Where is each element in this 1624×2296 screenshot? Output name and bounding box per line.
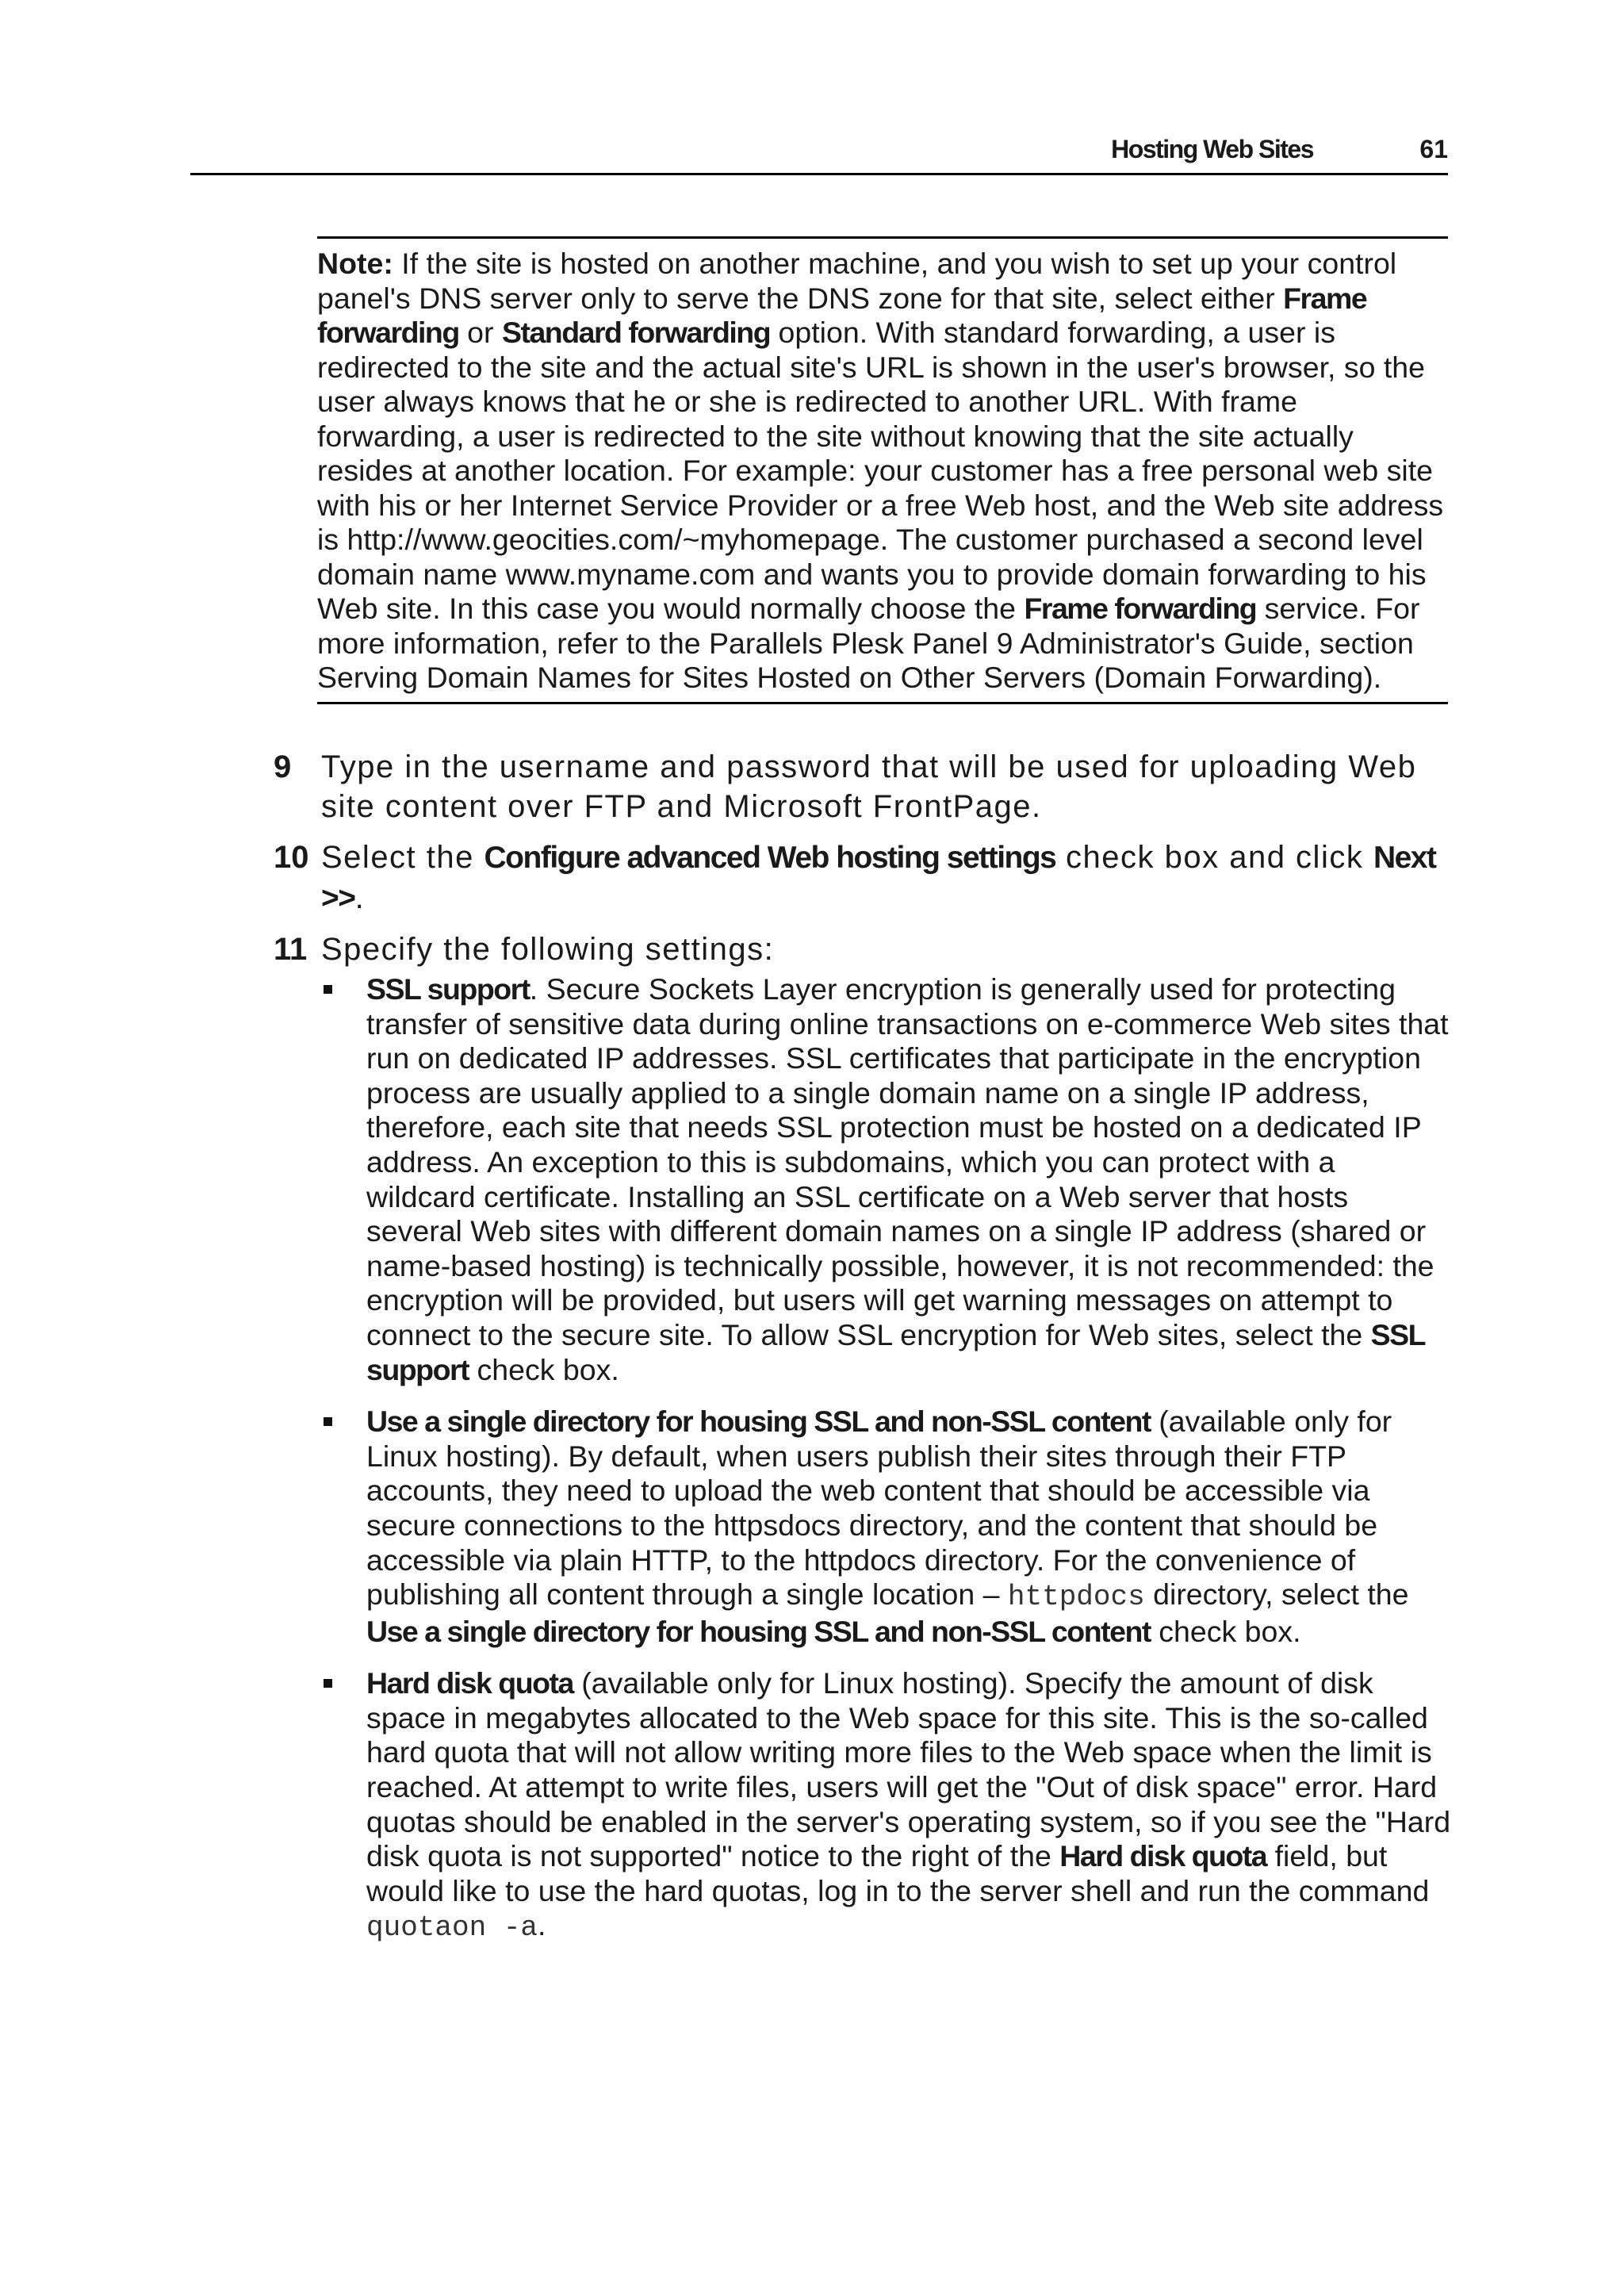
- note-paragraph: Note: If the site is hosted on another machine, and you wish to set up your control panel's DNS server only to serve the DNS zone for that site, select either Frame forwarding or Standard forwarding option. With standard forwarding, a user is redirected to the site and the actual site's URL is shown in the user's browser, so the user always knows that he or she is redirected to another URL. With frame forwarding, a user is redirected to the site without knowing that the site actually resides at another location. For example: your customer has a free personal web site with his or her Internet Service Provider or a free Web host, and the Web site address is http://www.geocities.com/~myhomepage. The customer purchased a second level domain name www.myname.com and wants you to provide domain forwarding to his Web site. In this case you would normally choose the Frame forwarding service. For more information, refer to the Parallels Plesk Panel 9 Administrator's Guide, section Serving Domain Names for Sites Hosted on Other Servers (Domain Forwarding).: [317, 247, 1444, 694]
- step-text: Select the Configure advanced Web hosting settings check box and click Next >>.: [321, 840, 1436, 915]
- httpdocs-code: httpdocs: [1007, 1581, 1145, 1614]
- bullet-icon: [324, 985, 332, 994]
- list-item-ssl-support: SSL support. Secure Sockets Layer encryption is generally used for protecting transfer of sensitive data during online transactions on e-commerce Web sites that run on dedicated IP addresses. SSL certificates that participate in the encryption process are usually applied to a single domain name on a single IP address, therefore, each site that needs SSL protection must be hosted on a dedicated IP address. An exception to this is subdomains, which you can protect with a wildcard certificate. Installing an SSL certificate on a Web server that hosts several Web sites with different domain names on a single IP address (shared or name-based hosting) is technically possible, however, it is not recommended: the encryption will be provided, but users will get warning messages on attempt to connect to the secure site. To allow SSL encryption for Web sites, select the SSL support check box.: [317, 972, 1451, 1387]
- hard-disk-quota-term: Hard disk quota: [1059, 1839, 1267, 1873]
- step-10: [274, 838, 1455, 918]
- page-header: [190, 135, 1448, 175]
- ssl-support-term: SSL support: [366, 1317, 1425, 1386]
- note-label: Note:: [317, 247, 393, 280]
- single-directory-term: Use a single directory for housing SSL and non-SSL content: [366, 1405, 1151, 1439]
- frame-forwarding-term: Frame forwarding: [1024, 592, 1257, 625]
- ssl-support-term: SSL support: [366, 972, 530, 1006]
- configure-advanced-term: Configure advanced Web hosting settings: [484, 841, 1056, 875]
- step-number: 9: [274, 749, 292, 784]
- list-item-hard-disk-quota: Hard disk quota (available only for Linux hosting). Specify the amount of disk space in megabytes allocated to the Web space for this site. This is the so-called hard quota that will not allow writing more files to the Web space when the limit is reached. At attempt to write files, users will get the "Out of disk space" error. Hard quotas should be enabled in the server's operating system, so if you see the "Hard disk quota is not supported" notice to the right of the Hard disk quota field, but would like to use the hard quotas, log in to the server shell and run the command quotaon -a.: [317, 1666, 1451, 1945]
- steps-list: [274, 747, 1455, 980]
- standard-forwarding-term: Standard forwarding: [501, 316, 771, 349]
- step-number: 11: [274, 932, 308, 967]
- quotaon-code: quotaon -a: [366, 1911, 538, 1945]
- hard-disk-quota-term: Hard disk quota: [366, 1666, 573, 1700]
- single-directory-term: Use a single directory for housing SSL and non-SSL content: [366, 1614, 1151, 1648]
- step-number: 10: [274, 840, 309, 875]
- step-text: Type in the username and password that will be used for uploading Web site content over FTP and Microsoft FrontPage.: [321, 749, 1417, 824]
- settings-list: [317, 972, 1451, 1963]
- note-box: [317, 236, 1448, 704]
- step-9: [274, 747, 1455, 826]
- bullet-icon: [324, 1679, 332, 1688]
- header-title: Hosting Web Sites: [1111, 135, 1313, 163]
- list-item-single-directory: Use a single directory for housing SSL and non-SSL content (available only for Linux hosting). By default, when users publish their sites through their FTP accounts, they need to upload the web content that should be accessible via secure connections to the httpsdocs directory, and the content that should be accessible via plain HTTP, to the httpdocs directory. For the convenience of publishing all content through a single location – httpdocs directory, select the Use a single directory for housing SSL and non-SSL content check box.: [317, 1405, 1451, 1649]
- step-11: [274, 930, 1455, 969]
- page-number: 61: [1419, 135, 1448, 163]
- step-text: Specify the following settings:: [321, 932, 775, 967]
- frame-forwarding-term: Frame forwarding: [317, 281, 1367, 349]
- bullet-icon: [324, 1417, 332, 1426]
- next-term: Next >>: [321, 841, 1436, 915]
